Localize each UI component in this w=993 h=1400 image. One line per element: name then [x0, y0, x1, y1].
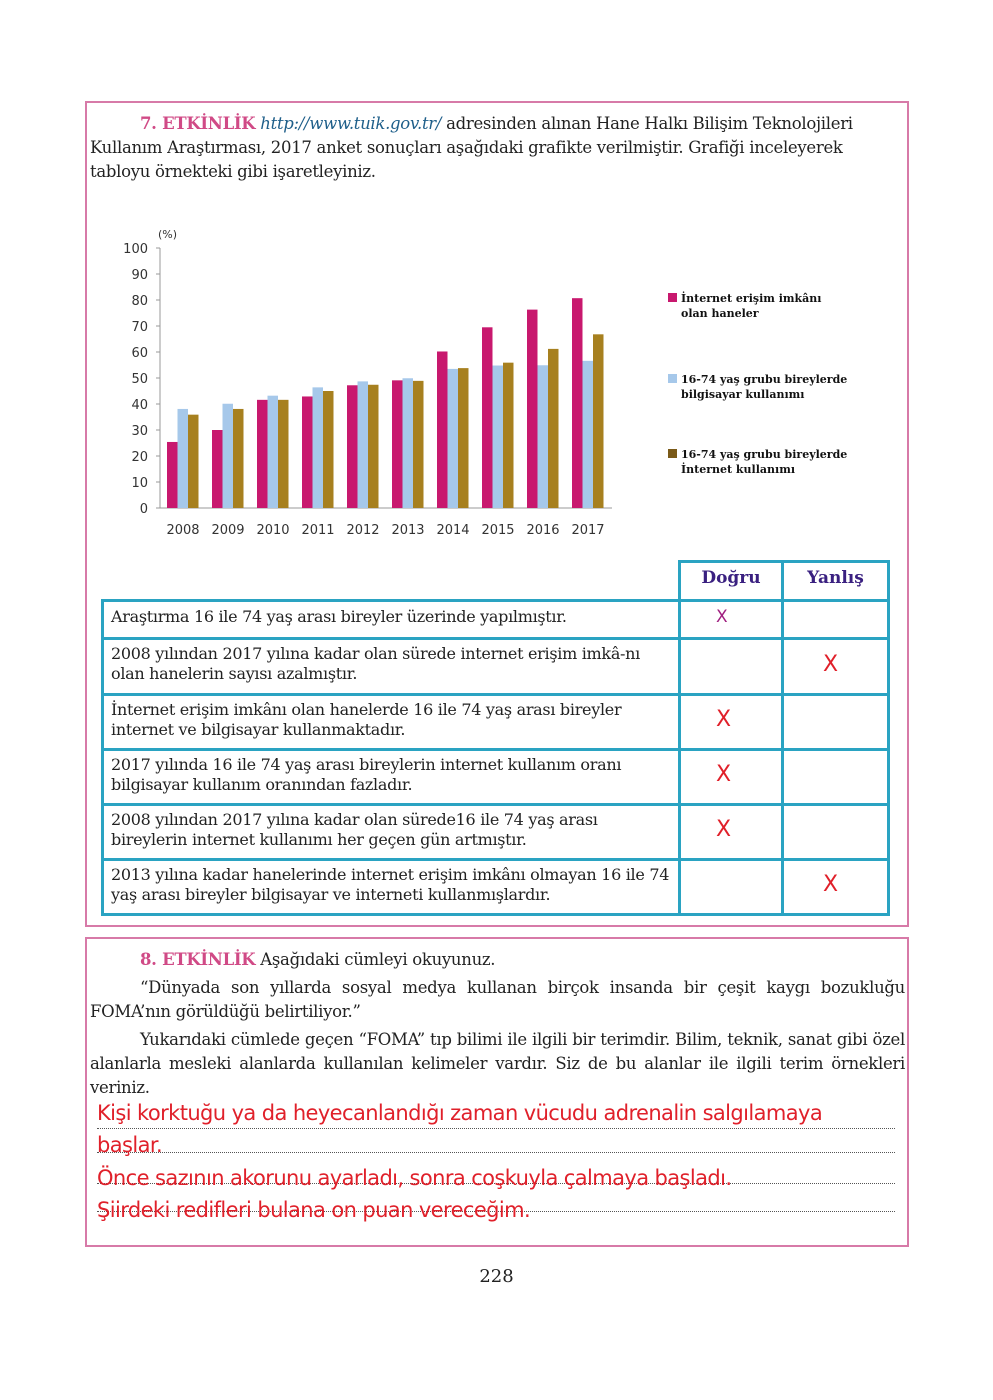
- y-tick-label: 40: [131, 398, 148, 413]
- x-mark: X: [716, 762, 732, 787]
- intro-line: tabloyu örnekteki gibi işaretleyiniz.: [90, 162, 376, 181]
- handwritten-answer: Önce sazının akorunu ayarladı, sonra coşkuyla çalmaya başladı.: [97, 1166, 732, 1190]
- x-tick-label: 2009: [211, 523, 245, 538]
- bar-1: [527, 310, 538, 508]
- source-link[interactable]: http://www.tuik.gov.tr/: [260, 114, 442, 133]
- legend-swatch: [668, 374, 677, 383]
- bar-3: [458, 368, 469, 508]
- y-tick-label: 30: [131, 424, 148, 439]
- column-header-false: Yanlış: [807, 568, 864, 588]
- bar-2: [583, 361, 594, 508]
- legend-swatch: [668, 293, 677, 302]
- bar-3: [233, 409, 244, 508]
- x-mark: X: [716, 817, 732, 842]
- y-tick-label: 100: [123, 242, 148, 257]
- y-tick-label: 90: [131, 268, 148, 283]
- bar-1: [437, 351, 448, 508]
- true-cell[interactable]: [678, 637, 784, 696]
- bar-1: [572, 298, 583, 508]
- y-tick-label: 70: [131, 320, 148, 335]
- bar-1: [167, 442, 178, 508]
- bar-2: [223, 404, 234, 508]
- y-tick-label: 50: [131, 372, 148, 387]
- y-tick-label: 80: [131, 294, 148, 309]
- bar-1: [482, 327, 493, 508]
- x-tick-label: 2008: [166, 523, 200, 538]
- x-tick-label: 2014: [436, 523, 470, 538]
- quote: “Dünyada son yıllarda sosyal medya kullanan birçok insanda bir çeşit kaygı bozukluğu FOMA’nın görüldüğü belirtiliyor.”: [90, 978, 905, 1021]
- bar-2: [448, 369, 459, 508]
- legend-label: İnternet kullanımı: [681, 463, 796, 476]
- bar-3: [188, 415, 199, 508]
- page-number: 228: [479, 1266, 514, 1287]
- y-axis-label: (%): [158, 228, 178, 241]
- answer-line: [97, 1152, 895, 1153]
- activity-8-heading: 8. ETKİNLİK: [140, 950, 256, 969]
- bar-3: [323, 391, 334, 508]
- legend-label: bilgisayar kullanımı: [681, 388, 805, 401]
- bar-2: [313, 387, 324, 508]
- bar-2: [178, 409, 189, 508]
- intro-line: adresinden alınan Hane Halkı Bilişim Teknolojileri: [441, 114, 853, 133]
- bar-1: [302, 396, 313, 508]
- bar-2: [493, 366, 504, 508]
- answer-line: [97, 1128, 895, 1129]
- x-mark: X: [716, 607, 728, 627]
- y-tick-label: 20: [131, 450, 148, 465]
- statement-text: İnternet erişim imkânı olan hanelerde 16 ile 74 yaş arası bireyler internet ve bilgisayar kullanmaktadır.: [111, 700, 622, 739]
- x-tick-label: 2011: [301, 523, 335, 538]
- legend-label: 16-74 yaş grubu bireylerde: [681, 373, 848, 386]
- bar-1: [392, 380, 403, 508]
- bar-3: [413, 381, 424, 508]
- instruction: Yukarıdaki cümlede geçen “FOMA” tıp bilimi ile ilgili bir terimdir. Bilim, teknik, sanat gibi özel alanlarla mesleki alanlarda kullanılan kelimeler vardır. Siz de bu alanlar ile ilgili terim örnekleri veriniz.: [90, 1030, 905, 1097]
- x-tick-label: 2016: [526, 523, 560, 538]
- statement-text: Araştırma 16 ile 74 yaş arası bireyler üzerinde yapılmıştır.: [111, 607, 567, 626]
- bar-1: [212, 430, 223, 508]
- bar-3: [593, 334, 604, 508]
- statement-text: 2013 yılına kadar hanelerinde internet erişim imkânı olmayan 16 ile 74 yaş arası bireyler bilgisayar ve interneti kullanmışlardır.: [111, 865, 670, 904]
- legend-label: olan haneler: [681, 307, 759, 320]
- bar-1: [257, 400, 268, 508]
- x-mark: X: [823, 651, 839, 677]
- legend-swatch: [668, 449, 677, 458]
- handwritten-answer: başlar.: [97, 1133, 163, 1157]
- legend-item: [668, 447, 868, 477]
- bar-3: [368, 385, 379, 508]
- y-tick-label: 10: [131, 476, 148, 491]
- activity-8-text: [90, 948, 905, 1100]
- bar-3: [503, 363, 514, 508]
- legend-label: İnternet erişim imkânı: [681, 292, 822, 305]
- bar-1: [347, 385, 358, 508]
- y-tick-label: 60: [131, 346, 148, 361]
- statement-text: 2008 yılından 2017 yılına kadar olan sürede16 ile 74 yaş arası bireylerin internet kullanımı her geçen gün artmıştır.: [111, 810, 598, 849]
- activity-7-heading: 7. ETKİNLİK: [140, 114, 256, 133]
- x-mark: X: [823, 872, 839, 897]
- false-cell[interactable]: [781, 599, 890, 640]
- bar-2: [538, 365, 549, 508]
- intro-line: Kullanım Araştırması, 2017 anket sonuçları aşağıdaki grafikte verilmiştir. Grafiği inceleyerek: [90, 138, 843, 157]
- false-cell[interactable]: [781, 748, 890, 806]
- column-header-true: Doğru: [701, 568, 761, 588]
- false-cell[interactable]: [781, 693, 890, 751]
- x-tick-label: 2010: [256, 523, 290, 538]
- x-tick-label: 2015: [481, 523, 515, 538]
- x-tick-label: 2013: [391, 523, 425, 538]
- legend-item: [668, 372, 868, 402]
- false-cell[interactable]: [781, 803, 890, 861]
- x-tick-label: 2012: [346, 523, 380, 538]
- statement-text: 2017 yılında 16 ile 74 yaş arası bireylerin internet kullanım oranı bilgisayar kullanım oranından fazladır.: [111, 755, 622, 794]
- bar-2: [268, 396, 279, 508]
- statement-text: 2008 yılından 2017 yılına kadar olan sürede internet erişim imkâ-nı olan hanelerin sayısı azalmıştır.: [111, 644, 640, 683]
- x-tick-label: 2017: [571, 523, 605, 538]
- handwritten-answer: Kişi korktuğu ya da heyecanlandığı zaman vücudu adrenalin salgılamaya: [97, 1101, 823, 1125]
- bar-2: [358, 381, 369, 508]
- activity-8-intro: Aşağıdaki cümleyi okuyunuz.: [255, 950, 496, 969]
- x-mark: X: [716, 707, 732, 732]
- y-tick-label: 0: [139, 502, 148, 517]
- true-cell[interactable]: [678, 599, 784, 640]
- bar-2: [403, 378, 414, 508]
- legend-label: 16-74 yaş grubu bireylerde: [681, 448, 848, 461]
- bar-3: [278, 400, 289, 508]
- true-cell[interactable]: [678, 858, 784, 916]
- legend-item: [668, 291, 868, 321]
- handwritten-answer: Şiirdeki redifleri bulana on puan vereceğim.: [97, 1198, 531, 1222]
- bar-3: [548, 349, 559, 508]
